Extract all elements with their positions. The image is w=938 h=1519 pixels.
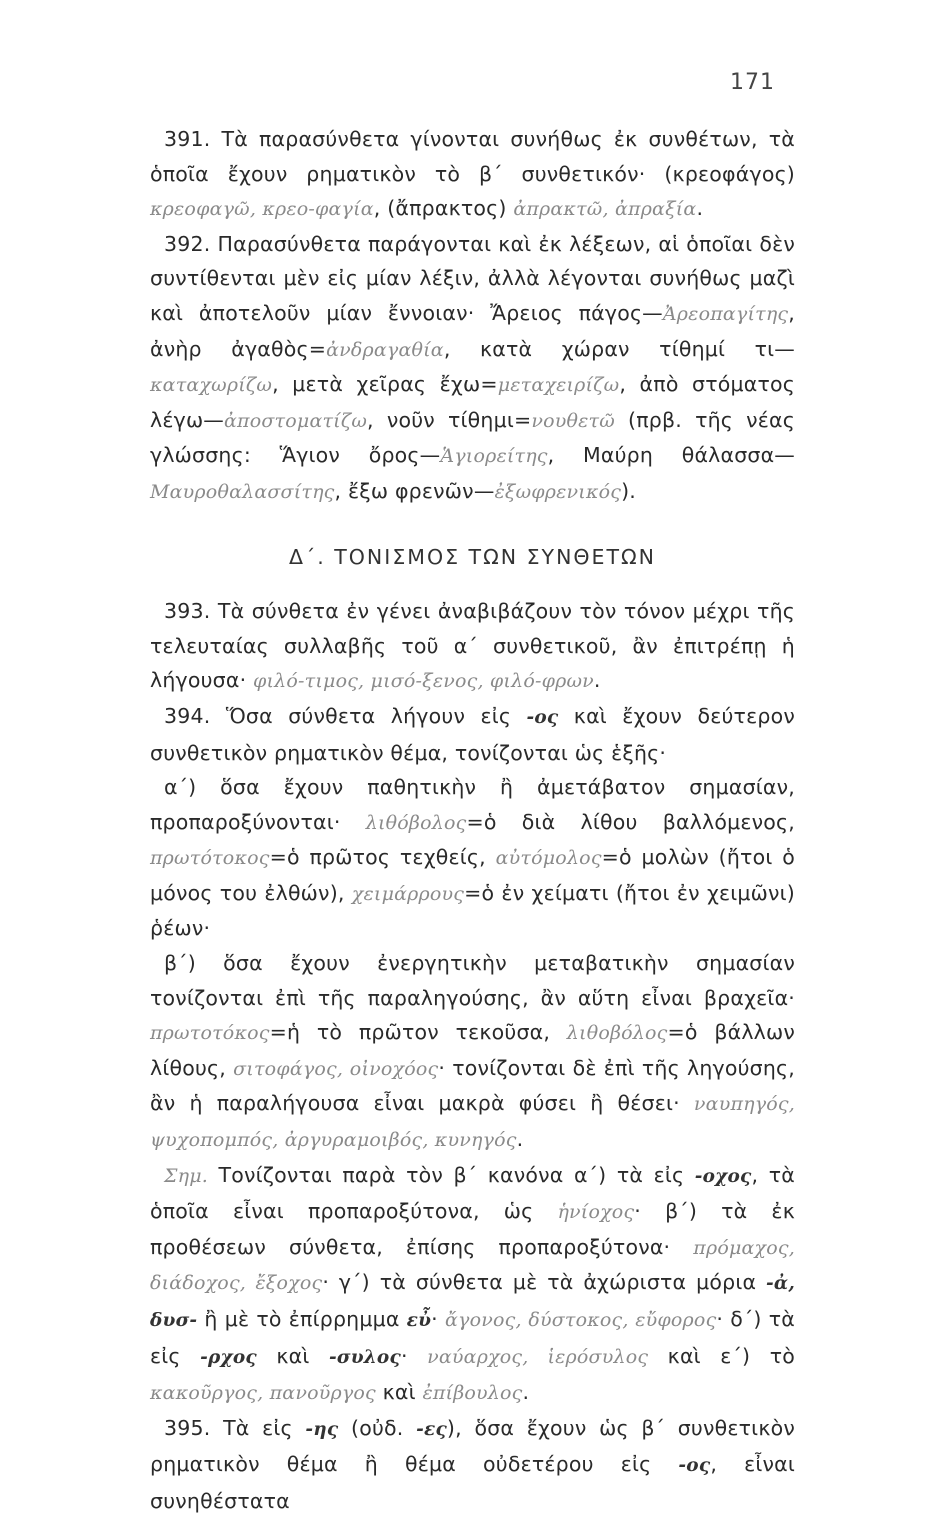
example-word: ναύαρχος, ἱερόσυλος (427, 1345, 649, 1368)
text-run: . (522, 1380, 530, 1405)
example-word: κρεοφαγῶ, κρεο-φαγία (150, 198, 374, 221)
example-word: Μαυροθαλασσίτης (150, 480, 335, 503)
text-run: =ὁ βάλλων λίθους, (150, 1020, 796, 1080)
text-run: ἢ μὲ τὸ ἐπίρρημμα (197, 1307, 407, 1331)
ending-marker: -ρχος (200, 1346, 257, 1368)
example-word: ἀποστοματίζω (224, 409, 368, 432)
example-word: Ἀρεοπαγίτης (662, 302, 789, 325)
text-run: , (ἄπρακτος) (373, 196, 514, 221)
text-run: =ὁ μολὼν (ἤτοι ὁ μόνος του ἐλθών), (150, 845, 795, 905)
text-run: ), ὅσα ἔχουν ὡς β΄ συνθετικὸν ρηματικὸν θέμα ἢ θέμα οὐδετέρου εἰς (150, 1415, 795, 1477)
example-word: φιλό-τιμος, μισό-ξενος, φιλό-φρων (253, 670, 594, 693)
text-run: καὶ (256, 1343, 329, 1368)
text-run: 393. Τὰ σύνθετα ἐν γένει ἀναβιβάζουν τὸν τόνον μέχρι τῆς τελευταίας συλλαβῆς τοῦ α΄ συνθετικοῦ, ἂν ἐπιτρέπῃ ἡ λήγουσα· (150, 599, 795, 693)
example-word: ἐπίβουλος (422, 1382, 523, 1405)
text-run: =ὁ ἐν χείματι (ἤτοι ἐν χειμῶνι) ῥέων· (150, 880, 795, 941)
text-run: · β΄) τὰ ἐκ προθέσεων σύνθετα, ἐπίσης προπαροξύτονα· (150, 1199, 795, 1259)
text-run: ). (621, 478, 637, 503)
text-run: · (400, 1343, 428, 1368)
example-word: ἐξωφρενικός (494, 480, 622, 503)
text-run: (πρβ. τῆς νέας γλώσσης: Ἅγιον ὄρος— (150, 407, 795, 468)
ending-marker: εὖ (406, 1310, 432, 1331)
example-word: ἄγονος, δύστοκος, εὔφορος (445, 1309, 717, 1331)
body-text (150, 122, 795, 1519)
text-run: · δ΄) τὰ εἰς (150, 1307, 796, 1368)
text-run: καὶ ἔχουν δεύτερον συνθετικὸν ρηματικὸν θέμα, τονίζονται ὡς ἑξῆς· (150, 703, 795, 765)
ending-marker: -ος (678, 1455, 711, 1477)
note-paragraph (150, 1158, 795, 1411)
text-run: . (516, 1127, 524, 1152)
text-run: α΄) ὅσα ἔχουν παθητικὴν ἢ ἀμετάβατον σημασίαν, προπαροξύνονται· (150, 775, 795, 834)
paragraph-392 (150, 227, 795, 510)
example-word: ναυπηγός, ψυχοπομπός, ἀργυραμοιβός, κυνηγός (150, 1093, 795, 1152)
example-word: κακοῦργος, πανοῦργος (150, 1382, 376, 1405)
text-run: Τονίζονται παρὰ τὸν β΄ κανόνα α΄) τὰ εἰς (208, 1162, 695, 1187)
section-heading: Δ΄. ΤΟΝΙΣΜΟΣ ΤΩΝ ΣΥΝΘΕΤΩΝ (288, 544, 657, 569)
text-run: . (696, 196, 704, 221)
example-word: πρόμαχος, διάδοχος, ἔξοχος (150, 1236, 795, 1295)
example-word: μεταχειρίζω (497, 374, 620, 397)
example-word: Σημ. (164, 1164, 209, 1187)
text-run: καὶ (375, 1380, 423, 1405)
text-run: , ἀνὴρ ἀγαθὸς= (150, 300, 795, 361)
text-run: β΄) ὅσα ἔχουν ἐνεργητικὴν μεταβατικὴν σημασίαν τονίζονται ἐπὶ τῆς παραληγούσης, ἂν αὕτη εἶναι βραχεῖα· (150, 951, 795, 1010)
ending-marker: -ος (526, 706, 559, 728)
example-word: καταχωρίζω (150, 374, 273, 397)
text-run: . (593, 668, 601, 693)
text-run: (οὐδ. (338, 1415, 417, 1440)
example-word: λιθοβόλος (566, 1022, 668, 1045)
paragraph-394-b (150, 946, 795, 1158)
text-run: · τονίζονται δὲ ἐπὶ τῆς ληγούσης, ἂν ἡ παραλήγουσα εἶναι μακρὰ φύσει ἢ θέσει· (150, 1055, 796, 1116)
paragraph-391 (150, 122, 795, 227)
example-word: πρωτοτόκος (150, 1022, 270, 1045)
text-run: 394. Ὅσα σύνθετα λήγουν εἰς (164, 703, 527, 728)
ending-marker: -ες (416, 1418, 447, 1440)
paragraph-394-a (150, 770, 795, 946)
example-word: σιτοφάγος, οἰνοχόος (233, 1057, 439, 1080)
example-word: ἀπρακτῶ, ἀπραξία (513, 198, 697, 221)
example-word: νουθετῶ (531, 409, 615, 432)
text-run: =ὁ διὰ λίθου βαλλόμενος, (466, 809, 795, 834)
text-run: 392. Παρασύνθετα παράγονται καὶ ἐκ λέξεων, αἱ ὁποῖαι δὲν συντίθενται μὲν εἰς μίαν λέξιν, ἀλλὰ λέγονται συνήθως μαζὶ καὶ ἀποτελοῦν μίαν ἔννοιαν· Ἄρειος πάγος— (150, 231, 795, 325)
example-word: χειμάρρους (351, 882, 465, 905)
text-run: καὶ ε΄) τὸ (648, 1343, 795, 1368)
text-run: , μετὰ χεῖρας ἔχω= (272, 372, 498, 397)
text-run: , εἶναι συνηθέστατα (150, 1452, 795, 1513)
example-word: αὐτόμολος (495, 847, 602, 870)
text-run: , τὰ ὁποῖα εἶναι προπαροξύτονα, ὡς (150, 1162, 795, 1224)
example-word: Ἁγιορείτης (440, 445, 548, 468)
text-run: · (431, 1307, 445, 1331)
text-run: 395. Τὰ εἰς (164, 1415, 306, 1440)
example-word: ἡνίοχος (557, 1201, 635, 1224)
ending-marker: -οχος (694, 1165, 752, 1187)
text-run: 391. Τὰ παρασύνθετα γίνονται συνήθως ἐκ συνθέτων, τὰ ὁποῖα ἔχουν ρηματικὸν τὸ β΄ συνθετικόν· (κρεοφάγος) (150, 127, 795, 186)
text-run: , κατὰ χώραν τίθημί τι— (443, 336, 795, 361)
example-word: λιθόβολος (365, 811, 467, 834)
text-run: , ἀπὸ στόματος λέγω— (150, 372, 795, 432)
text-run: , νοῦν τίθημι= (367, 407, 532, 432)
text-run: =ὁ πρῶτος τεχθείς, (269, 845, 496, 870)
paragraph-394 (150, 699, 795, 770)
paragraph-393 (150, 594, 795, 699)
ending-marker: -ης (305, 1418, 339, 1440)
text-run: , Μαύρη θάλασσα— (547, 443, 795, 468)
example-word: ἀνδραγαθία (326, 338, 444, 361)
page-number: 171 (730, 70, 775, 95)
ending-marker: -συλος (329, 1346, 401, 1368)
text-run: , ἔξω φρενῶν— (334, 478, 495, 503)
text-run: · γ΄) τὰ σύνθετα μὲ τὰ ἀχώριστα μόρια (322, 1270, 767, 1295)
text-run: =ἡ τὸ πρῶτον τεκοῦσα, (269, 1020, 567, 1045)
ending-marker: -ἀ, δυσ- (150, 1273, 795, 1331)
example-word: πρωτότοκος (150, 847, 270, 870)
paragraph-395 (150, 1411, 795, 1519)
